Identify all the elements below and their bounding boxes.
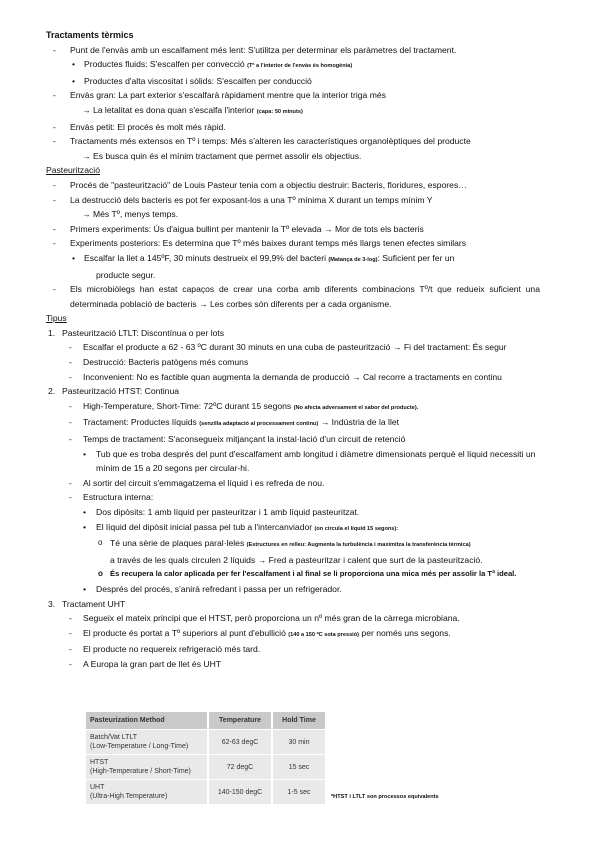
list-item: - Al sortir del circuit s'emmagatzema el líquid i es refreda de nou. (0, 476, 600, 491)
list-item: - Tractaments més extensos en Tº i temps: Més s'alteren les característiques organolèptiques del producte (0, 134, 600, 149)
list-item: - A Europa la gran part de llet és UHT (0, 657, 600, 672)
table-row (86, 730, 325, 755)
item-note: (on circula el líquid 15 segons): (314, 525, 399, 532)
list-item: - Primers experiments: Ús d'aigua bullint per mantenir la Tº elevada → Mor de tots els bacteris (0, 222, 600, 237)
list-item: • Dos dipòsits: 1 amb líquid per pasteuritzar i 1 amb líquid pasteuritzat. (0, 505, 600, 520)
item-text: El producte és portat a Tº superiors al punt d'ebullició (83, 627, 286, 638)
list-item: - Escalfar el producte a 62 - 63 ºC durant 30 minuts en una cuba de pasteurització → Fi del tractament: És segur (0, 340, 600, 355)
document-body (0, 28, 600, 672)
pasteurization-table (86, 712, 325, 805)
item-title: Tractament UHT (62, 598, 126, 609)
item-note: (Matança de 3-log) (328, 256, 378, 263)
table-footnote: *HTST i LTLT son processos equivalents (331, 794, 439, 800)
list-item (0, 57, 600, 74)
method-sub: (High-Temperature / Short-Time) (90, 768, 191, 775)
list-item (0, 626, 600, 643)
section-title-tipus: Tipus (46, 313, 67, 324)
list-item: - Envàs petit: El procés és molt més ràpid. (0, 120, 600, 135)
list-item (0, 251, 600, 268)
list-item: - Temps de tractament: S'aconsegueix mitjançant la instal·lació d'un circuit de retenció (0, 432, 600, 447)
item-number: 2. (48, 386, 56, 397)
list-item-continuation: → Més Tº, menys temps. (82, 209, 179, 220)
list-item: - La destrucció dels bacteris es pot fer exposant-los a una Tº mínima X durant un temps mínim Y (0, 193, 600, 208)
method-sub: (Ultra-High Temperature) (90, 793, 168, 800)
item-note: (No afecta adversament el sabor del producte). (293, 404, 419, 411)
numbered-item-htst (0, 384, 600, 399)
table-cell-method (86, 755, 208, 780)
table-cell-temperature: 72 degC (208, 755, 272, 780)
list-item: - Experiments posteriors: Es determina que Tº més baixes durant temps més llargs tenen efectes similars (0, 236, 600, 251)
item-number: 3. (48, 598, 56, 609)
table-row (86, 780, 325, 805)
list-item: • Productes d'alta viscositat i sòlids: S'escalfen per conducció (0, 74, 600, 89)
list-item (0, 536, 600, 553)
list-item: - Punt de l'envàs amb un escalfament més lent: S'utilitza per determinar els paràmetres del tractament. (0, 43, 600, 58)
numbered-item-ltlt (0, 326, 600, 341)
item-text: High-Temperature, Short-Time: 72ºC durant 15 segons (83, 400, 292, 411)
list-item: - Estructura interna: (0, 490, 600, 505)
item-text: Productes fluids: S'escalfen per convecció (84, 59, 245, 70)
table-header: Hold Time (272, 712, 325, 730)
item-note: (140 a 150 ºC sota pressió) (288, 631, 360, 638)
table-cell-hold-time: 15 sec (272, 755, 325, 780)
numbered-item-uht (0, 597, 600, 612)
list-item: - Destrucció: Bacteris patògens més comuns (0, 355, 600, 370)
table-cell-hold-time: 30 min (272, 730, 325, 755)
list-item: - Segueix el mateix principi que el HTST, però proporciona un nº més gran de la càrrega microbiana. (0, 611, 600, 626)
table-cell-hold-time: 1-5 sec (272, 780, 325, 805)
item-note: (capa: 50 minuts) (256, 108, 303, 115)
list-item (0, 399, 600, 416)
table-row (86, 755, 325, 780)
method-sub: (Low-Temperature / Long-Time) (90, 743, 189, 750)
item-note: (Tª a l'interior de l'envàs és homogènia) (247, 63, 353, 70)
method-name: Batch/Vat LTLT (90, 734, 138, 741)
table-header: Pasteurization Method (86, 712, 208, 730)
list-item: - Els microbiòlegs han estat capaços de crear una corba amb diferents combinacions Tº/t que redueix suficient una determinada població de bacteris → Les corbes són diferents per a cada organisme. (0, 282, 600, 311)
table-cell-method (86, 730, 208, 755)
table-cell-temperature: 140-150 degC (208, 780, 272, 805)
item-text: → La letalitat es dona quan s'escalfa l'interior (82, 104, 255, 115)
method-name: HTST (90, 759, 109, 766)
item-title: Pasteurització HTST: Continua (62, 386, 180, 397)
list-item: • Tub que es troba després del punt d'escalfament amb longitud i diàmetre dimensionats perquè el líquid necessiti un mínim de 15 a 20 segons per circular-hi. (0, 447, 600, 476)
item-title: Pasteurització LTLT: Discontínua o per lots (62, 327, 225, 338)
list-item: • Després del procés, s'anirà refredant i passa per un refrigerador. (0, 582, 600, 597)
item-text: Escalfar la llet a 145ºF, 30 minuts destrueix el 99,9% del bacteri (84, 252, 326, 263)
list-item: o És recupera la calor aplicada per fer l'escalfament i al final se li proporciona una mica més per assolir la Tª ideal. (0, 567, 600, 582)
item-note: (senzilla adaptació al processament continu) (199, 421, 319, 428)
table-cell-temperature: 62-63 degC (208, 730, 272, 755)
list-item: - Inconvenient: No es factible quan augmenta la demanda de producció → Cal recorre a tractaments en continu (0, 370, 600, 385)
list-item: - El producte no requereix refrigeració més tard. (0, 642, 600, 657)
table-header: Temperature (208, 712, 272, 730)
item-number: 1. (48, 327, 56, 338)
item-text-tail: per només uns segons. (361, 627, 451, 638)
item-text: Té una sèrie de plaques paral·leles (110, 538, 245, 549)
list-item-continuation: a través de les quals circulen 2 líquids → Fred a pasteuritzar i calent que surt de la pasteurització. (110, 554, 483, 565)
list-item (0, 415, 600, 432)
table-cell-method (86, 780, 208, 805)
list-item (0, 520, 600, 537)
list-item-continuation: producte segur. (96, 269, 156, 280)
item-text: Tractament: Productes líquids (83, 417, 197, 428)
list-item: - Procés de "pasteurització" de Louis Pasteur tenia com a objectiu destruir: Bacteris, floridures, espores… (0, 178, 600, 193)
item-text: El líquid del dipòsit inicial passa pel tub a l'intercanviador (96, 521, 313, 532)
list-item: - Envàs gran: La part exterior s'escalfarà ràpidament mentre que la interior triga més (0, 88, 600, 103)
item-text-tail: : Suficient per fer un (377, 252, 455, 263)
list-item-continuation (0, 103, 600, 120)
list-item-continuation: → Es busca quin és el mínim tractament que permet assolir els objectius. (82, 150, 362, 161)
section-title-tractaments: Tractaments tèrmics (46, 30, 134, 40)
item-note: (Estructures en relleu: Augmenta la turbulència i maximitza la transferència tèrmica) (246, 542, 471, 549)
table-header-row (86, 712, 325, 730)
method-name: UHT (90, 784, 105, 791)
section-title-pasteuritzacio: Pasteurització (46, 165, 100, 176)
item-text-tail: → Indústria de la llet (320, 417, 400, 428)
